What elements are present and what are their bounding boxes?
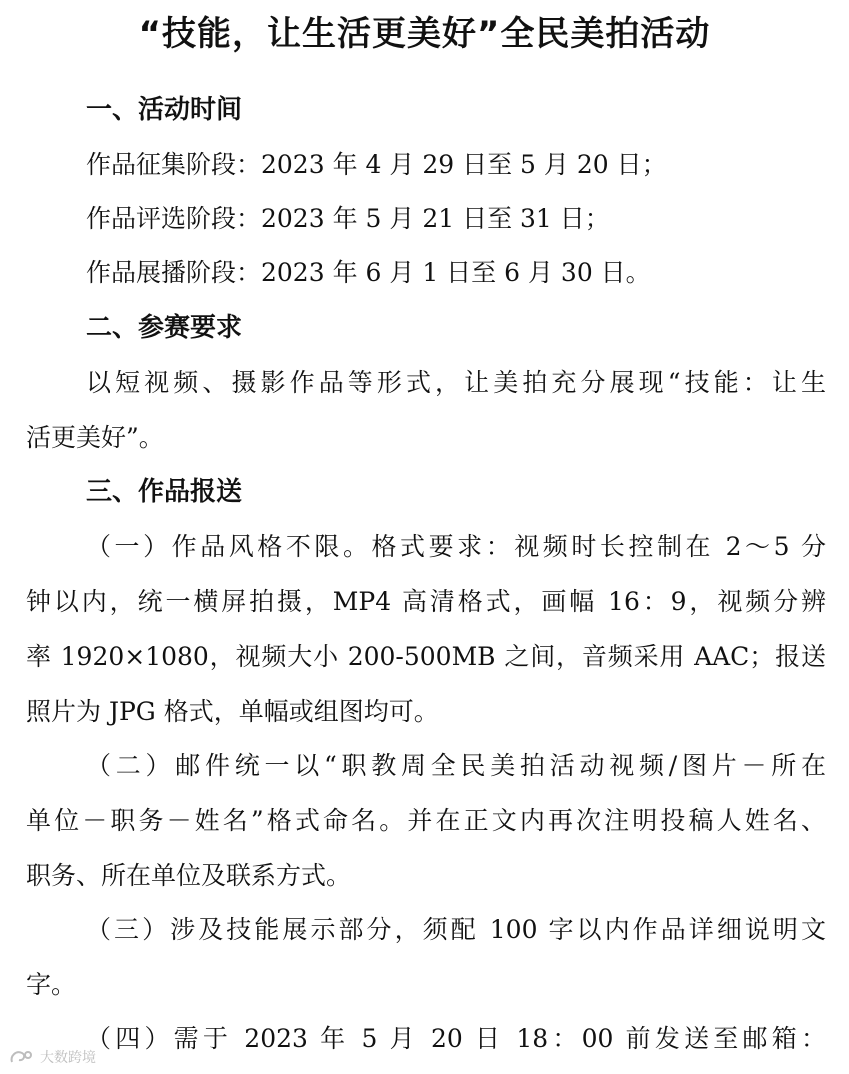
section-heading-requirements: 二、参赛要求: [86, 313, 243, 343]
paragraph-line: （二）邮件统一以“职教周全民美拍活动视频/图片－所在: [86, 751, 826, 780]
paragraph-line: 作品展播阶段：2023 年 6 月 1 日至 6 月 30 日。: [86, 258, 651, 287]
paragraph-line: 照片为 JPG 格式，单幅或组图均可。: [26, 697, 439, 726]
watermark-text: 大数跨境: [40, 1050, 96, 1066]
paragraph-line: 作品评选阶段：2023 年 5 月 21 日至 31 日；: [86, 204, 610, 233]
paragraph-line: 作品征集阶段：2023 年 4 月 29 日至 5 月 20 日；: [86, 150, 667, 179]
paragraph-line: 字。: [26, 970, 77, 999]
paragraph-line: 单位－职务－姓名”格式命名。并在正文内再次注明投稿人姓名、: [26, 806, 826, 835]
paragraph-line: 活更美好”。: [26, 423, 164, 452]
paragraph-line: 以短视频、摄影作品等形式，让美拍充分展现“技能：让生: [86, 368, 826, 397]
paragraph-line: （三）涉及技能展示部分，须配 100 字以内作品详细说明文: [86, 915, 826, 944]
brand-logo-icon: [8, 1048, 36, 1066]
watermark: [8, 1046, 96, 1068]
paragraph-line: （一）作品风格不限。格式要求：视频时长控制在 2～5 分: [86, 532, 826, 561]
paragraph-line: 率 1920×1080，视频大小 200-500MB 之间，音频采用 AAC；报送: [26, 642, 826, 671]
document-title: “技能，让生活更美好”全民美拍活动: [138, 14, 711, 54]
paragraph-line: 钟以内，统一横屏拍摄，MP4 高清格式，画幅 16：9，视频分辨: [26, 587, 826, 616]
section-heading-submission: 三、作品报送: [86, 477, 243, 507]
paragraph-line: （四）需于 2023 年 5 月 20 日 18：00 前发送至邮箱：: [86, 1024, 826, 1053]
section-heading-time: 一、活动时间: [86, 95, 243, 125]
paragraph-line: 职务、所在单位及联系方式。: [26, 861, 352, 890]
